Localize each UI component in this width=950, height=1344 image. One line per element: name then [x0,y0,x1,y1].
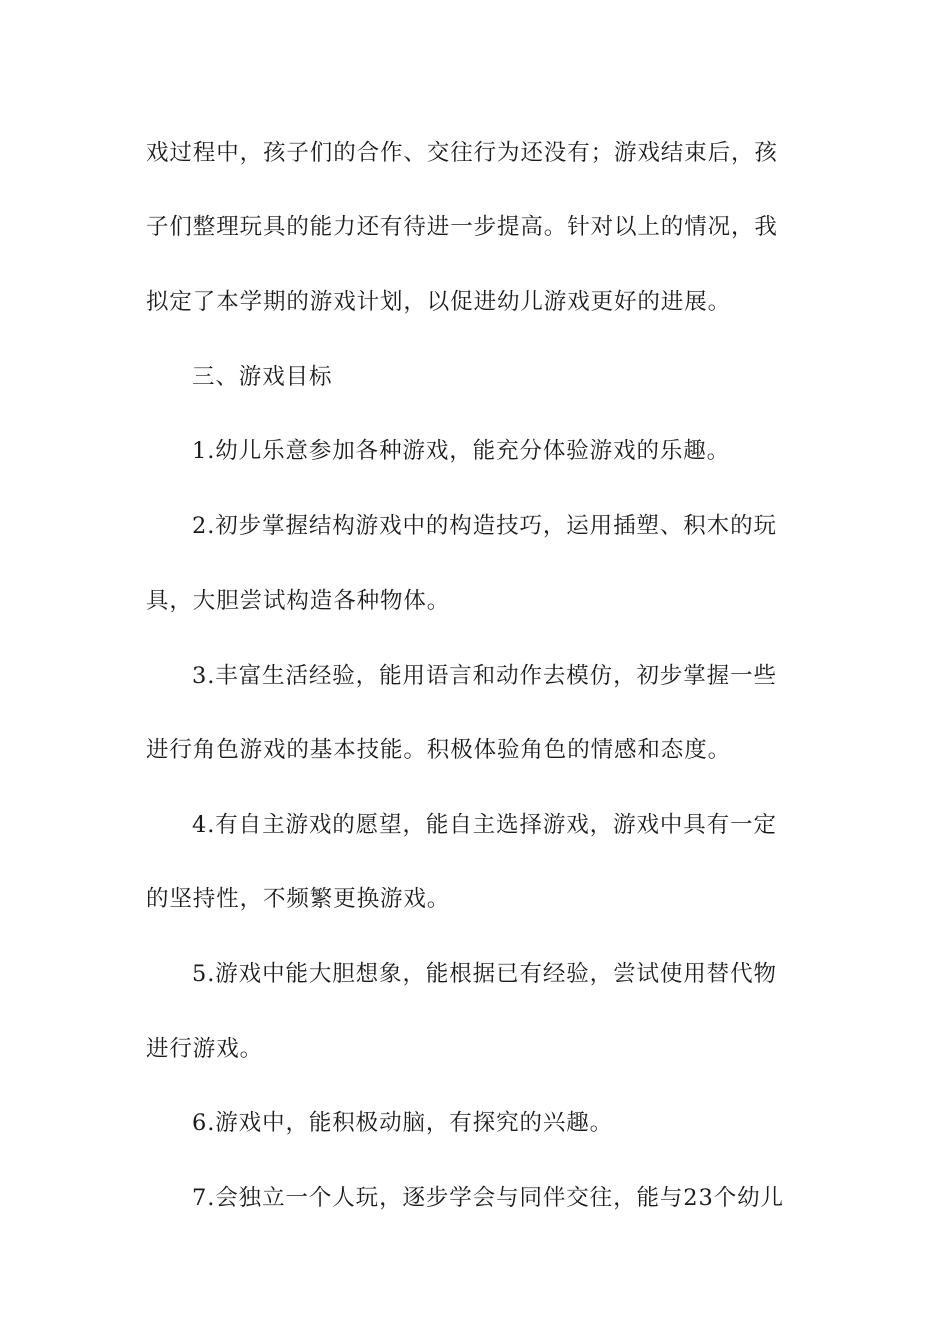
paragraph-line: 戏过程中，孩子们的合作、交往行为还没有；游戏结束后，孩 [146,140,778,166]
paragraph-line: 拟定了本学期的游戏计划，以促进幼儿游戏更好的进展。 [146,289,732,315]
section-heading: 三、游戏目标 [192,364,333,390]
paragraph-line: 4.有自主游戏的愿望，能自主选择游戏，游戏中具有一定 [192,812,777,838]
paragraph-line: 具，大胆尝试构造各种物体。 [146,588,451,614]
paragraph-line: 3.丰富生活经验，能用语言和动作去模仿，初步掌握一些 [192,663,777,689]
paragraph-line: 7.会独立一个人玩，逐步学会与同伴交往，能与23个幼儿 [192,1185,784,1211]
paragraph-line: 子们整理玩具的能力还有待进一步提高。针对以上的情况，我 [146,214,778,240]
paragraph-line: 1.幼儿乐意参加各种游戏，能充分体验游戏的乐趣。 [192,438,731,464]
paragraph-line: 的坚持性，不频繁更换游戏。 [146,886,451,912]
paragraph-line: 进行游戏。 [146,1036,264,1062]
paragraph-line: 进行角色游戏的基本技能。积极体验角色的情感和态度。 [146,737,732,763]
paragraph-line: 2.初步掌握结构游戏中的构造技巧，运用插塑、积木的玩 [192,513,777,539]
paragraph-line: 6.游戏中，能积极动脑，有探究的兴趣。 [192,1110,614,1136]
paragraph-line: 5.游戏中能大胆想象，能根据已有经验，尝试使用替代物 [192,961,777,987]
